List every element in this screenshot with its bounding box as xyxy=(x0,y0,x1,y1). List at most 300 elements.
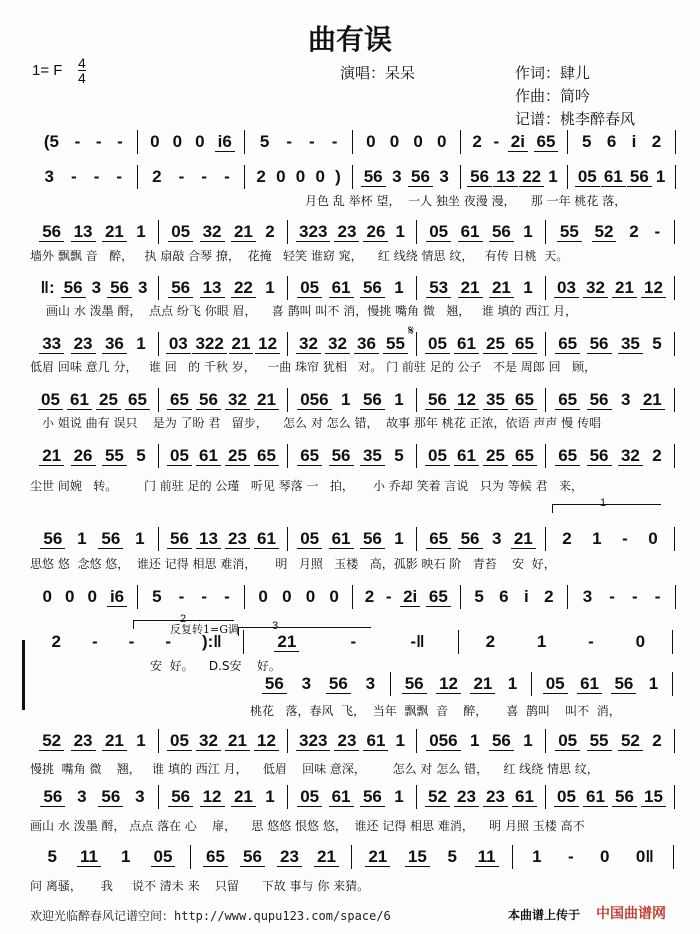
note: 56 xyxy=(587,447,612,466)
singer: 演唱：呆呆 xyxy=(340,64,416,82)
note: 32 xyxy=(200,223,225,242)
notation-row xyxy=(30,585,676,609)
measure xyxy=(159,276,288,300)
measure xyxy=(245,585,353,609)
measure xyxy=(417,785,546,809)
note: (5 xyxy=(43,132,59,151)
note: 05 xyxy=(167,732,192,751)
note: 61 xyxy=(577,675,602,694)
note: 21 xyxy=(229,335,254,354)
note: 52 xyxy=(618,732,643,751)
note: 35 xyxy=(360,447,385,466)
measure xyxy=(30,785,159,809)
note: 2 xyxy=(152,167,162,186)
note: 3 xyxy=(620,390,631,409)
note: 3 xyxy=(365,674,376,693)
note: 0 xyxy=(172,132,183,151)
note: 23 xyxy=(225,530,250,549)
note: 056 xyxy=(297,391,331,410)
note: 0 xyxy=(282,587,292,606)
key-signature: 1= F xyxy=(32,62,63,79)
note: i xyxy=(524,587,529,606)
note: - xyxy=(117,132,123,151)
note: 1 xyxy=(523,278,533,297)
note: 56 xyxy=(326,675,351,694)
note: 32 xyxy=(618,447,643,466)
note: - xyxy=(632,587,638,606)
note: 1 xyxy=(536,632,547,651)
note: 21 xyxy=(640,391,665,410)
note: 65 xyxy=(512,391,537,410)
note: 21 xyxy=(470,675,495,694)
note: 23 xyxy=(483,788,508,807)
notation-row xyxy=(30,785,675,809)
note: 36 xyxy=(102,335,127,354)
note: 21 xyxy=(274,633,299,652)
note: 05 xyxy=(151,848,176,867)
measure xyxy=(159,729,288,753)
note: 56 xyxy=(98,530,123,549)
note: - xyxy=(224,587,230,606)
note: 56 xyxy=(467,168,492,187)
note: - xyxy=(568,847,574,866)
note: 1 xyxy=(648,674,659,693)
note: i6 xyxy=(215,133,235,152)
note: 322 xyxy=(192,335,226,354)
note: 5 xyxy=(47,847,57,866)
note: 323 xyxy=(296,732,330,751)
measure xyxy=(288,220,417,244)
measure xyxy=(288,332,417,356)
note: 0 xyxy=(635,632,646,651)
note: 13 xyxy=(196,530,221,549)
note: - xyxy=(116,167,123,186)
measure xyxy=(245,165,353,189)
note: 56 xyxy=(168,788,193,807)
measure xyxy=(159,388,288,412)
note: 21 xyxy=(254,391,279,410)
note: 1 xyxy=(394,390,404,409)
note: 1 xyxy=(523,731,533,750)
note: 56 xyxy=(107,279,132,298)
note: 61 xyxy=(458,223,483,242)
notation-row xyxy=(250,672,673,696)
note: 61 xyxy=(329,530,354,549)
note: 3 xyxy=(439,167,449,186)
lyric-line: 墙外 飘飘 音 醉， 执 扇敲 合琴 撩， 花掩 轻笑 谁窈 窕， 红 线绕 情思 纹， 有传 日桃 天。 xyxy=(30,249,569,263)
measure xyxy=(568,585,676,609)
note: 21 xyxy=(458,279,483,298)
measure xyxy=(546,527,675,551)
note: 05 xyxy=(554,788,579,807)
note: 1 xyxy=(507,674,518,693)
note: 12 xyxy=(254,732,279,751)
note: 21 xyxy=(231,788,256,807)
site-logo: 中国曲谱网 xyxy=(596,905,666,921)
measure xyxy=(159,527,288,551)
measure xyxy=(30,444,159,468)
note: 56 xyxy=(329,447,354,466)
note: 2 xyxy=(652,731,662,750)
note: 56 xyxy=(360,279,385,298)
measure xyxy=(159,220,288,244)
note: 1 xyxy=(136,222,146,241)
note: 5 xyxy=(581,132,592,151)
composer: 作曲：简吟 xyxy=(515,87,591,105)
note: - xyxy=(178,587,185,606)
note: 1 xyxy=(77,529,87,548)
measure xyxy=(159,332,288,356)
note: 56 xyxy=(425,391,450,410)
note: - xyxy=(622,529,628,548)
note: 21 xyxy=(489,279,514,298)
notation-row xyxy=(30,388,675,412)
measure xyxy=(138,130,246,154)
note: 3 xyxy=(44,167,54,186)
note: 1 xyxy=(395,222,405,241)
note: - xyxy=(654,222,661,241)
note: 0 xyxy=(87,587,97,606)
note: 65 xyxy=(426,530,451,549)
note: 05 xyxy=(426,223,451,242)
measure xyxy=(417,332,546,356)
note: 05 xyxy=(167,447,192,466)
note: 65 xyxy=(555,335,580,354)
note: 21 xyxy=(102,223,127,242)
note: 0‖ xyxy=(635,847,654,866)
note: 61 xyxy=(329,279,354,298)
note: ‖: xyxy=(40,278,55,297)
measure xyxy=(191,845,352,869)
measure xyxy=(353,165,461,189)
lyric-line: 思悠 悠 念悠 悠， 谁还 记得 相思 难消， 明 月照 玉楼 高，孤影 映石 阶 青苔 安 好， xyxy=(30,557,556,571)
note: 3 xyxy=(491,529,502,548)
note: 03 xyxy=(166,335,191,354)
note: 1 xyxy=(655,167,666,186)
note: 0 xyxy=(648,529,658,548)
note: 1 xyxy=(341,390,351,409)
lyricist: 作词：肆儿 xyxy=(515,64,591,82)
measure xyxy=(288,785,417,809)
note: - xyxy=(331,132,338,151)
note: 5 xyxy=(394,446,404,465)
note: 5 xyxy=(136,446,146,465)
note: 15 xyxy=(641,788,666,807)
note: -‖ xyxy=(410,632,425,651)
note: 1 xyxy=(548,167,558,186)
note: 3 xyxy=(301,674,312,693)
note: 65 xyxy=(125,391,150,410)
note: ):‖ xyxy=(201,632,222,651)
note: 56 xyxy=(240,848,265,867)
note: 11 xyxy=(475,848,499,867)
note: 32 xyxy=(296,335,321,354)
note: 056 xyxy=(426,732,460,751)
measure xyxy=(30,729,159,753)
note: 53 xyxy=(426,279,451,298)
note: 52 xyxy=(425,788,450,807)
note: - xyxy=(91,632,98,651)
note: 0 xyxy=(64,587,75,606)
note: 2 xyxy=(256,167,266,186)
note: 56 xyxy=(458,530,483,549)
note: 05 xyxy=(168,223,193,242)
note: 56 xyxy=(61,279,86,298)
note: 1 xyxy=(470,731,480,750)
lyric-line: 小 姐说 曲有 误只 是为 了盼 君 留步， 怎么 对 怎么 错， 故事 那年 桃花 正浓，依语 声声 慢 传唱 xyxy=(42,416,601,430)
notation-row xyxy=(30,845,674,869)
measure xyxy=(417,729,546,753)
note: - xyxy=(95,132,102,151)
note: 52 xyxy=(39,732,64,751)
note: 2i xyxy=(508,133,528,152)
notation-row xyxy=(30,220,675,244)
note: 1 xyxy=(135,529,145,548)
measure xyxy=(461,165,569,189)
note: 0 xyxy=(150,132,160,151)
note: 6 xyxy=(606,132,617,151)
note: 32 xyxy=(325,335,350,354)
measure xyxy=(417,527,546,551)
measure xyxy=(417,388,546,412)
volta-2-label: 2 xyxy=(180,613,187,625)
note: 65 xyxy=(555,447,580,466)
measure xyxy=(352,845,513,869)
measure xyxy=(353,130,461,154)
note: 65 xyxy=(426,588,451,607)
note: 56 xyxy=(408,168,433,187)
measure xyxy=(417,276,546,300)
volta-1-label: 1 xyxy=(600,497,607,509)
note: 12 xyxy=(454,391,479,410)
measure xyxy=(30,130,138,154)
measure xyxy=(288,388,417,412)
note: 33 xyxy=(39,335,64,354)
note: 26 xyxy=(71,447,96,466)
note: 61 xyxy=(67,391,92,410)
system-brace xyxy=(22,640,25,710)
note: i6 xyxy=(107,588,127,607)
measure xyxy=(30,585,138,609)
measure xyxy=(546,276,675,300)
note: 32 xyxy=(225,391,250,410)
lyric-line: 尘世 间婉 转。 门 前驻 足的 公瑾 听见 琴落 一 拍， 小 乔却 笑着 言说 只为 等候 君 来， xyxy=(30,479,583,493)
volta-bracket-3 xyxy=(238,627,371,636)
note: - xyxy=(93,167,100,186)
note: 56 xyxy=(587,391,612,410)
note: 3 xyxy=(392,167,402,186)
note: 56 xyxy=(39,223,64,242)
note: 32 xyxy=(196,732,221,751)
measure xyxy=(546,444,675,468)
lyric-line: 画山 水 泼墨 酹， 点点 纷飞 你眼 眉， 喜 鹊叫 叫不 消，慢挑 嘴角 微 翘， 谁 填的 西江 月， xyxy=(46,304,578,318)
note: 65 xyxy=(534,133,559,152)
note: 0 xyxy=(258,587,268,606)
note: 21 xyxy=(39,447,64,466)
note: 65 xyxy=(555,391,580,410)
measure xyxy=(30,332,159,356)
note: 2 xyxy=(562,529,572,548)
note: 65 xyxy=(512,335,537,354)
notation-row xyxy=(30,332,675,356)
song-title: 曲有误 xyxy=(307,23,392,56)
measure xyxy=(30,276,159,300)
note: 32 xyxy=(583,279,608,298)
note: 0 xyxy=(195,132,205,151)
note: ) xyxy=(335,167,341,186)
measure xyxy=(546,332,675,356)
note: 65 xyxy=(254,447,279,466)
note: 1 xyxy=(121,847,131,866)
note: - xyxy=(178,167,185,186)
note: 56 xyxy=(167,530,192,549)
note: 0 xyxy=(329,587,339,606)
note: 1 xyxy=(136,731,146,750)
note: - xyxy=(201,167,208,186)
note: 2 xyxy=(651,132,662,151)
note: 05 xyxy=(555,732,580,751)
note: 2i xyxy=(400,588,420,607)
note: 21 xyxy=(231,223,256,242)
measure xyxy=(513,845,674,869)
measure xyxy=(288,444,417,468)
lyric-line: 安 好。 D.S安 好。 xyxy=(150,659,281,673)
note: 61 xyxy=(583,788,608,807)
measure xyxy=(546,220,675,244)
note: 05 xyxy=(297,279,322,298)
note: - xyxy=(350,632,357,651)
note: 05 xyxy=(297,788,322,807)
note: 1 xyxy=(265,787,275,806)
note: 5 xyxy=(259,132,270,151)
note: 56 xyxy=(489,732,514,751)
notation-row xyxy=(30,444,675,468)
note: 2 xyxy=(485,632,496,651)
note: 12 xyxy=(200,788,225,807)
note: - xyxy=(493,132,500,151)
note: 25 xyxy=(225,447,250,466)
measure xyxy=(30,527,159,551)
note: 23 xyxy=(334,223,359,242)
note: 1 xyxy=(394,278,404,297)
note: - xyxy=(309,132,315,151)
note: - xyxy=(609,587,615,606)
footer-text: 欢迎光临醉春风记谱空间：http://www.qupu123.com/space/6 xyxy=(30,909,391,923)
note: - xyxy=(385,587,392,606)
note: 3 xyxy=(77,787,87,806)
note: 56 xyxy=(262,675,287,694)
measure xyxy=(391,672,532,696)
upload-label: 本曲谱上传于 xyxy=(508,908,581,922)
note: 21 xyxy=(365,848,390,867)
note: 0 xyxy=(600,847,610,866)
notation-row xyxy=(30,130,676,154)
note: - xyxy=(71,167,77,186)
note: 13 xyxy=(493,168,518,187)
note: 15 xyxy=(405,848,430,867)
note: 56 xyxy=(587,335,612,354)
lyric-line: 画山 水 泼墨 酹， 点点 落在 心 扉， 思 悠悠 恨悠 悠， 谁还 记得 相思 难消， 明 月照 玉楼 高不 xyxy=(30,819,585,833)
note: 2 xyxy=(472,132,482,151)
measure xyxy=(546,388,675,412)
measure xyxy=(288,729,417,753)
lyric-line: 低眉 回味 意几 分， 谁 回 的 千秋 岁， 一曲 珠帘 犹相 对。 门 前驻 足的 公子 不是 周郎 回 顾， xyxy=(30,360,597,374)
note: 21 xyxy=(102,732,127,751)
note: 12 xyxy=(255,335,280,354)
note: 3 xyxy=(91,278,102,297)
measure xyxy=(30,220,159,244)
volta-3-label: 3 xyxy=(272,620,279,632)
note: - xyxy=(201,587,208,606)
lyric-line: 月色 乱 举杯 望， 一人 独坐 夜漫 漫， 那 一年 桃花 落， xyxy=(305,194,627,208)
note: 21 xyxy=(511,530,536,549)
measure xyxy=(459,630,673,654)
note: 25 xyxy=(483,447,508,466)
lyric-line: 问 离骚， 我 说不 清未 来 只留 下故 事与 你 来猜。 xyxy=(30,879,370,893)
note: 1 xyxy=(394,787,404,806)
transcriber: 记谱：桃李醉春风 xyxy=(515,110,636,128)
note: 2 xyxy=(544,587,554,606)
note: 23 xyxy=(71,732,96,751)
note: 13 xyxy=(71,223,96,242)
note: 2 xyxy=(265,222,275,241)
note: 56 xyxy=(196,391,221,410)
note: 25 xyxy=(96,391,121,410)
time-signature: 4 4 xyxy=(78,55,86,86)
notation-row xyxy=(30,276,675,300)
note: 35 xyxy=(483,391,508,410)
note: 05 xyxy=(425,447,450,466)
note: 22 xyxy=(231,279,256,298)
note: 56 xyxy=(360,788,385,807)
note: 56 xyxy=(40,530,65,549)
note: 2 xyxy=(364,587,375,606)
note: 1 xyxy=(394,529,404,548)
note: 61 xyxy=(254,530,279,549)
note: 13 xyxy=(200,279,225,298)
note: 05 xyxy=(543,675,568,694)
note: 65 xyxy=(203,848,228,867)
note: 65 xyxy=(512,447,537,466)
note: 05 xyxy=(297,530,322,549)
note: 0 xyxy=(413,132,423,151)
lyric-line: 慢挑 嘴角 微 翘， 谁 填的 西江 月， 低眉 回味 意深， 怎么 对 怎么 错， 红 线绕 情思 纹， xyxy=(30,762,599,776)
note: 2 xyxy=(652,446,662,465)
note: 23 xyxy=(277,848,302,867)
note: 1 xyxy=(265,278,275,297)
lyric-line: 桃花 落，春风 飞， 当年 飘飘 音 醉， 喜 鹊叫 叫不 消， xyxy=(250,704,621,718)
note: 0 xyxy=(437,132,447,151)
measure xyxy=(159,444,288,468)
note: i xyxy=(631,132,637,151)
measure xyxy=(288,527,417,551)
note: 0 xyxy=(42,587,52,606)
note: 61 xyxy=(329,788,354,807)
note: 65 xyxy=(297,447,322,466)
note: 61 xyxy=(454,335,479,354)
note: 65 xyxy=(167,391,192,410)
measure xyxy=(461,130,569,154)
note: 5 xyxy=(474,587,484,606)
note: 23 xyxy=(334,732,359,751)
note: 22 xyxy=(519,168,544,187)
note: 61 xyxy=(601,168,626,187)
measure xyxy=(546,785,675,809)
note: 05 xyxy=(425,335,450,354)
note: 56 xyxy=(611,675,636,694)
note: 36 xyxy=(354,335,379,354)
note: 21 xyxy=(314,848,339,867)
